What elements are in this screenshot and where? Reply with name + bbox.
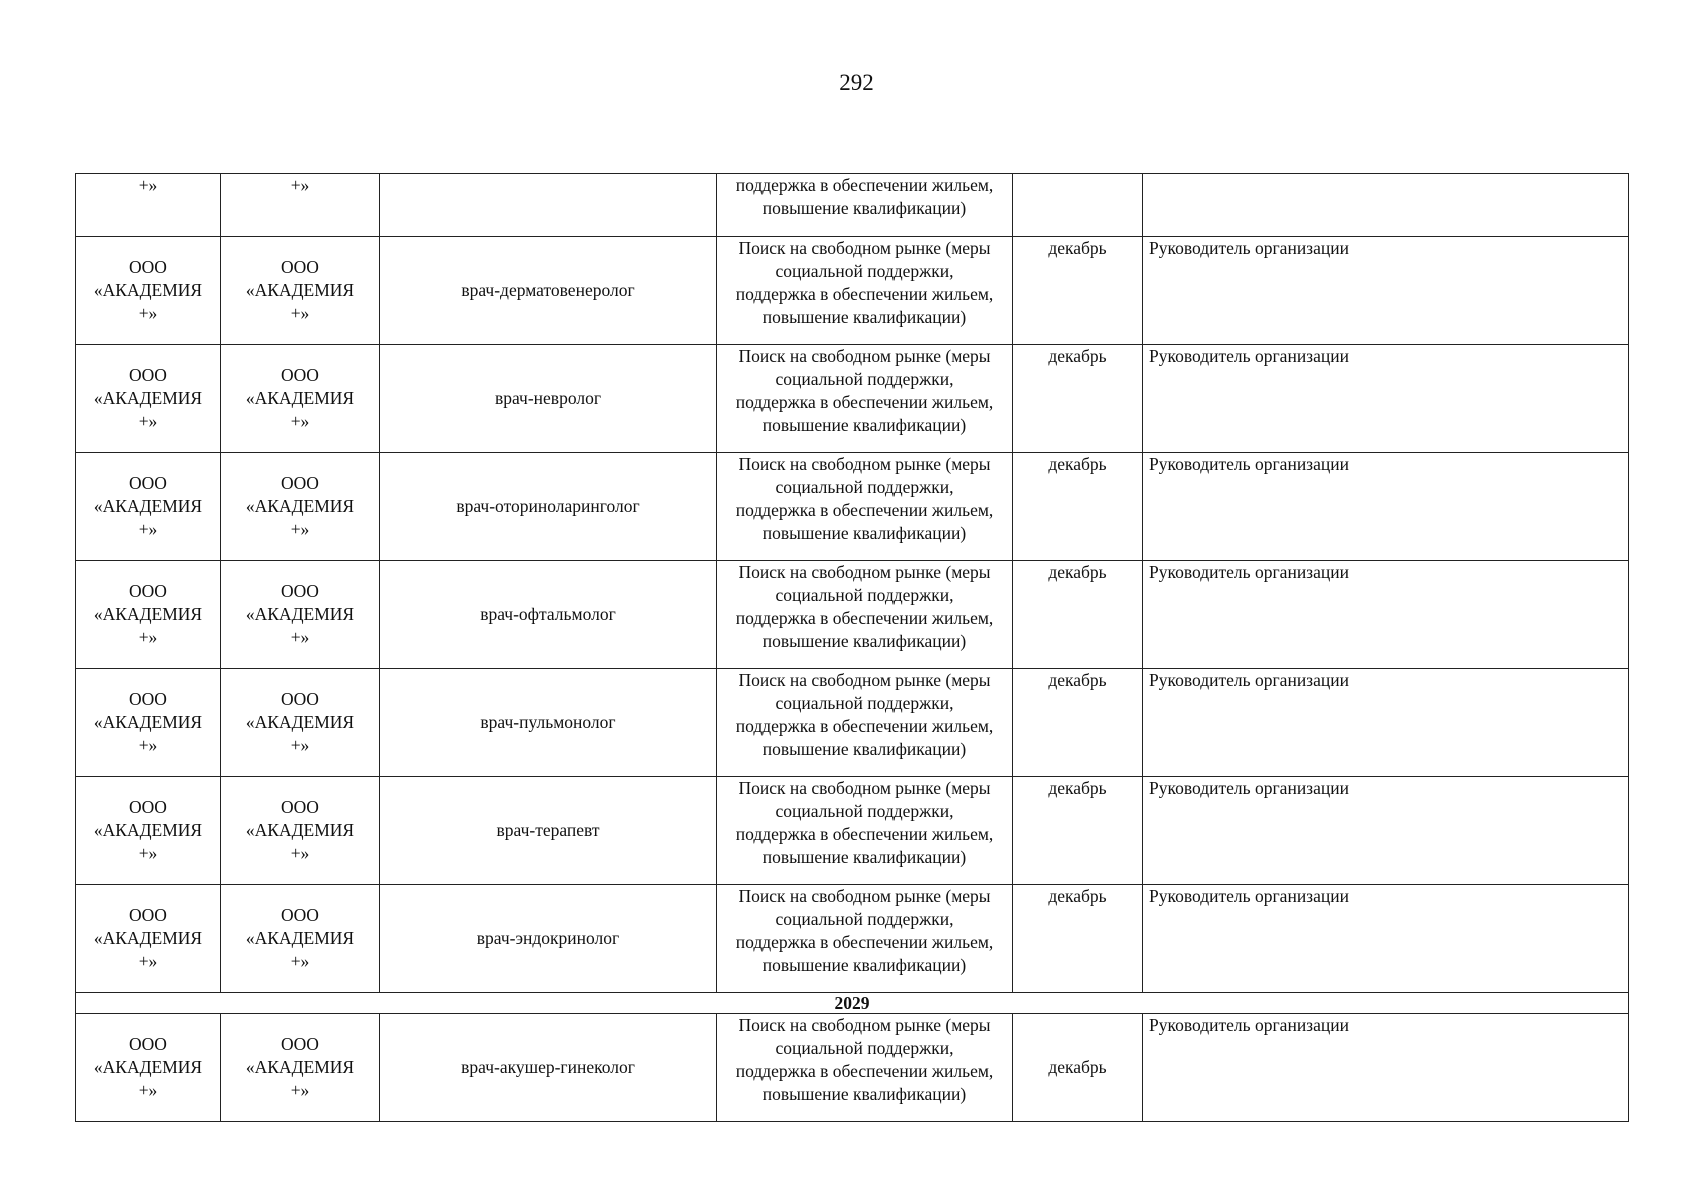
org-cell — [76, 1014, 221, 1122]
specialty-cell — [380, 345, 717, 453]
org-line: +» — [138, 411, 158, 431]
measure-line: повышение квалификации) — [762, 198, 967, 218]
measure-line: повышение квалификации) — [762, 523, 967, 543]
org-line: ООО — [129, 689, 167, 709]
measure-line: поддержка в обеспечении жильем, — [735, 284, 994, 304]
measure-line: Поиск на свободном рынке (меры — [738, 346, 991, 366]
org-line: «АКАДЕМИЯ — [93, 280, 203, 300]
org-line: +» — [290, 735, 310, 755]
org-tail: +» — [138, 175, 158, 195]
org-line: +» — [138, 843, 158, 863]
measure-line: Поиск на свободном рынке (меры — [738, 562, 991, 582]
staffing-table — [75, 173, 1629, 1122]
measure-line: повышение квалификации) — [762, 631, 967, 651]
month: декабрь — [1048, 562, 1107, 582]
specialty-cell — [380, 669, 717, 777]
measure-cell — [717, 237, 1013, 345]
org-line: +» — [290, 519, 310, 539]
month: декабрь — [1048, 886, 1107, 906]
employer-cell — [221, 669, 380, 777]
org-line: ООО — [129, 797, 167, 817]
responsible-cell — [1143, 561, 1629, 669]
org-line: +» — [138, 1080, 158, 1100]
table-row — [76, 237, 1629, 345]
specialty: врач-оториноларинголог — [456, 496, 640, 516]
org-line: ООО — [129, 257, 167, 277]
org-cell — [76, 885, 221, 993]
org-line: «АКАДЕМИЯ — [93, 604, 203, 624]
measure-cell — [717, 669, 1013, 777]
specialty: врач-эндокринолог — [476, 928, 620, 948]
specialty-cell — [380, 174, 717, 237]
org-line: ООО — [129, 905, 167, 925]
org-line: «АКАДЕМИЯ — [93, 928, 203, 948]
measure-line: Поиск на свободном рынке (меры — [738, 238, 991, 258]
org-cell — [76, 453, 221, 561]
specialty: врач-офтальмолог — [480, 604, 616, 624]
org-line: ООО — [281, 905, 319, 925]
responsible: Руководитель организации — [1149, 238, 1349, 258]
measure-line: повышение квалификации) — [762, 739, 967, 759]
org-line: +» — [290, 303, 310, 323]
org-line: +» — [138, 735, 158, 755]
table-row — [76, 1014, 1629, 1122]
responsible-cell — [1143, 345, 1629, 453]
responsible: Руководитель организации — [1149, 670, 1349, 690]
org-line: «АКАДЕМИЯ — [245, 928, 355, 948]
measure-cell — [717, 777, 1013, 885]
month: декабрь — [1048, 670, 1107, 690]
org-cell — [76, 345, 221, 453]
org-line: «АКАДЕМИЯ — [245, 388, 355, 408]
specialty-cell — [380, 561, 717, 669]
org-line: «АКАДЕМИЯ — [245, 1057, 355, 1077]
measure-line: поддержка в обеспечении жильем, — [735, 392, 994, 412]
org-line: «АКАДЕМИЯ — [245, 496, 355, 516]
org-cell — [76, 174, 221, 237]
responsible: Руководитель организации — [1149, 1015, 1349, 1035]
specialty-cell — [380, 885, 717, 993]
measure-line: социальной поддержки, — [775, 261, 954, 281]
employer-cell — [221, 174, 380, 237]
org-line: ООО — [281, 473, 319, 493]
org-line: ООО — [281, 797, 319, 817]
org-line: «АКАДЕМИЯ — [245, 712, 355, 732]
measure-cell — [717, 453, 1013, 561]
responsible-cell — [1143, 669, 1629, 777]
org-line: +» — [138, 951, 158, 971]
month: декабрь — [1048, 346, 1107, 366]
org-line: +» — [290, 951, 310, 971]
responsible-cell — [1143, 237, 1629, 345]
org-line: ООО — [129, 1034, 167, 1054]
measure-cell — [717, 885, 1013, 993]
table-row — [76, 561, 1629, 669]
measure-line: повышение квалификации) — [762, 955, 967, 975]
month-cell — [1013, 777, 1143, 885]
measure-line: поддержка в обеспечении жильем, — [735, 1061, 994, 1081]
measure-line: поддержка в обеспечении жильем, — [735, 716, 994, 736]
specialty: врач-пульмонолог — [480, 712, 616, 732]
month-cell — [1013, 1014, 1143, 1122]
month: декабрь — [1048, 238, 1107, 258]
specialty: врач-дерматовенеролог — [461, 280, 635, 300]
org-line: +» — [138, 627, 158, 647]
month: декабрь — [1048, 1057, 1107, 1077]
org-cell — [76, 237, 221, 345]
measure-cell — [717, 561, 1013, 669]
org-cell — [76, 777, 221, 885]
measure-line: Поиск на свободном рынке (меры — [738, 778, 991, 798]
measure-line: повышение квалификации) — [762, 847, 967, 867]
employer-tail: +» — [290, 175, 310, 195]
responsible: Руководитель организации — [1149, 346, 1349, 366]
month-cell — [1013, 453, 1143, 561]
employer-cell — [221, 237, 380, 345]
measure-line: Поиск на свободном рынке (меры — [738, 670, 991, 690]
org-line: ООО — [281, 1034, 319, 1054]
org-line: +» — [138, 519, 158, 539]
employer-cell — [221, 885, 380, 993]
measure-line: повышение квалификации) — [762, 1084, 967, 1104]
org-line: ООО — [281, 581, 319, 601]
org-line: ООО — [129, 581, 167, 601]
year-heading: 2029 — [76, 993, 1629, 1014]
month-cell — [1013, 345, 1143, 453]
month-cell — [1013, 669, 1143, 777]
employer-cell — [221, 453, 380, 561]
org-line: «АКАДЕМИЯ — [93, 496, 203, 516]
org-line: ООО — [281, 365, 319, 385]
responsible: Руководитель организации — [1149, 886, 1349, 906]
measure-cell — [717, 174, 1013, 237]
month-cell — [1013, 174, 1143, 237]
measure-line: повышение квалификации) — [762, 415, 967, 435]
specialty-cell — [380, 453, 717, 561]
org-line: «АКАДЕМИЯ — [93, 712, 203, 732]
year-heading-row — [76, 993, 1629, 1014]
org-line: +» — [290, 1080, 310, 1100]
responsible-cell — [1143, 174, 1629, 237]
responsible-cell — [1143, 1014, 1629, 1122]
org-line: +» — [290, 627, 310, 647]
responsible: Руководитель организации — [1149, 778, 1349, 798]
org-cell — [76, 669, 221, 777]
measure-line: социальной поддержки, — [775, 585, 954, 605]
measure-line: социальной поддержки, — [775, 1038, 954, 1058]
table-row-continuation — [76, 174, 1629, 237]
responsible-cell — [1143, 453, 1629, 561]
org-line: ООО — [129, 473, 167, 493]
measure-cell — [717, 1014, 1013, 1122]
measure-line: поддержка в обеспечении жильем, — [735, 500, 994, 520]
employer-cell — [221, 345, 380, 453]
responsible-cell — [1143, 885, 1629, 993]
measure-line: поддержка в обеспечении жильем, — [735, 932, 994, 952]
measure-line: социальной поддержки, — [775, 801, 954, 821]
page-number: 292 — [839, 70, 874, 95]
table-body — [76, 174, 1629, 1122]
measure-line: поддержка в обеспечении жильем, — [735, 824, 994, 844]
employer-cell — [221, 777, 380, 885]
org-line: +» — [290, 843, 310, 863]
measure-line: социальной поддержки, — [775, 477, 954, 497]
measure-line: Поиск на свободном рынке (меры — [738, 454, 991, 474]
measure-line: поддержка в обеспечении жильем, — [735, 175, 994, 195]
employer-cell — [221, 1014, 380, 1122]
table-row — [76, 777, 1629, 885]
measure-line: Поиск на свободном рынке (меры — [738, 886, 991, 906]
month: декабрь — [1048, 778, 1107, 798]
org-line: «АКАДЕМИЯ — [93, 388, 203, 408]
specialty: врач-терапевт — [496, 820, 600, 840]
month-cell — [1013, 237, 1143, 345]
specialty-cell — [380, 237, 717, 345]
specialty-cell — [380, 1014, 717, 1122]
org-line: +» — [138, 303, 158, 323]
org-line: ООО — [129, 365, 167, 385]
org-cell — [76, 561, 221, 669]
specialty: врач-акушер-гинеколог — [461, 1057, 635, 1077]
measure-line: социальной поддержки, — [775, 693, 954, 713]
org-line: «АКАДЕМИЯ — [93, 1057, 203, 1077]
specialty: врач-невролог — [494, 388, 602, 408]
measure-line: Поиск на свободном рынке (меры — [738, 1015, 991, 1035]
measure-line: повышение квалификации) — [762, 307, 967, 327]
measure-cell — [717, 345, 1013, 453]
month: декабрь — [1048, 454, 1107, 474]
measure-line: поддержка в обеспечении жильем, — [735, 608, 994, 628]
responsible: Руководитель организации — [1149, 562, 1349, 582]
org-line: +» — [290, 411, 310, 431]
table-row — [76, 669, 1629, 777]
org-line: «АКАДЕМИЯ — [245, 820, 355, 840]
specialty-cell — [380, 777, 717, 885]
responsible: Руководитель организации — [1149, 454, 1349, 474]
table-row — [76, 345, 1629, 453]
org-line: «АКАДЕМИЯ — [245, 604, 355, 624]
month-cell — [1013, 885, 1143, 993]
month-cell — [1013, 561, 1143, 669]
measure-line: социальной поддержки, — [775, 909, 954, 929]
table-row — [76, 453, 1629, 561]
measure-line: социальной поддержки, — [775, 369, 954, 389]
org-line: «АКАДЕМИЯ — [245, 280, 355, 300]
table-row — [76, 885, 1629, 993]
org-line: ООО — [281, 257, 319, 277]
org-line: ООО — [281, 689, 319, 709]
org-line: «АКАДЕМИЯ — [93, 820, 203, 840]
responsible-cell — [1143, 777, 1629, 885]
employer-cell — [221, 561, 380, 669]
